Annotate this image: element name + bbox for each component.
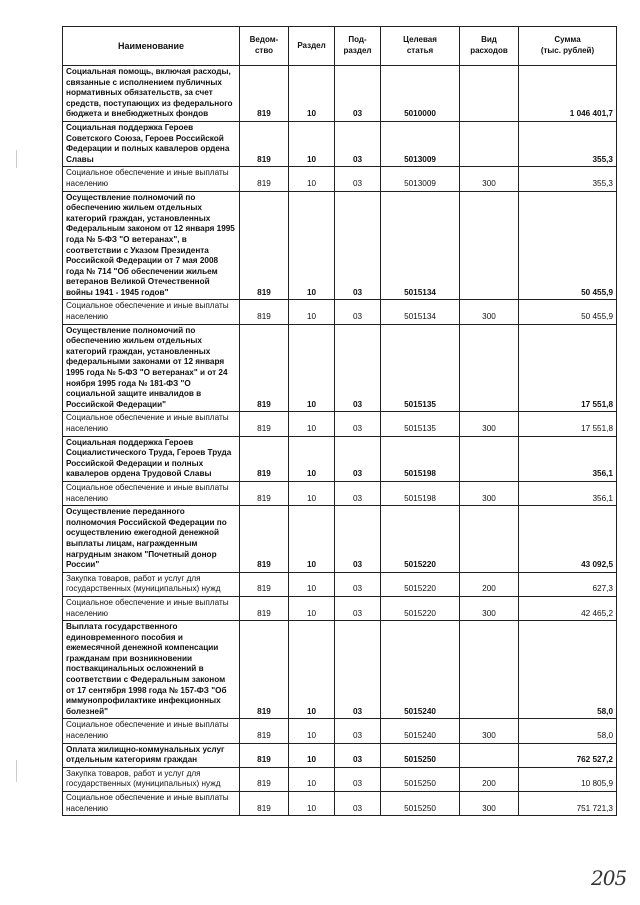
cell-name: Социальная помощь, включая расходы, связанные с исполнением публичных нормативных обязательств, за счет средств, поступающих из федерального бюджета и внебюджетных фондов bbox=[63, 66, 240, 122]
header-name: Наименование bbox=[63, 27, 240, 66]
cell-amount: 17 551,8 bbox=[519, 324, 617, 412]
cell-article: 5015240 bbox=[381, 621, 460, 719]
cell-subsection: 03 bbox=[335, 66, 381, 122]
cell-exp-type bbox=[460, 743, 519, 767]
cell-exp-type: 300 bbox=[460, 719, 519, 743]
cell-name: Социальное обеспечение и иные выплаты населению bbox=[63, 792, 240, 816]
header-article: Целевая статья bbox=[381, 27, 460, 66]
header-dept: Ведом- ство bbox=[240, 27, 289, 66]
cell-dept: 819 bbox=[240, 743, 289, 767]
table-row bbox=[63, 621, 617, 719]
cell-exp-type: 300 bbox=[460, 792, 519, 816]
header-exp-type: Вид расходов bbox=[460, 27, 519, 66]
cell-name: Социальная поддержка Героев Советского Союза, Героев Российской Федерации и полных кавалеров ордена Славы bbox=[63, 121, 240, 166]
cell-exp-type: 300 bbox=[460, 481, 519, 505]
cell-amount: 751 721,3 bbox=[519, 792, 617, 816]
cell-exp-type bbox=[460, 121, 519, 166]
cell-name: Социальное обеспечение и иные выплаты населению bbox=[63, 412, 240, 436]
cell-subsection: 03 bbox=[335, 191, 381, 300]
cell-amount: 355,3 bbox=[519, 167, 617, 191]
cell-dept: 819 bbox=[240, 572, 289, 596]
margin-mark-top bbox=[16, 150, 17, 168]
cell-subsection: 03 bbox=[335, 167, 381, 191]
cell-amount: 1 046 401,7 bbox=[519, 66, 617, 122]
cell-section: 10 bbox=[289, 324, 335, 412]
cell-exp-type bbox=[460, 66, 519, 122]
cell-amount: 355,3 bbox=[519, 121, 617, 166]
table-header-row bbox=[63, 27, 617, 66]
table-row bbox=[63, 719, 617, 743]
cell-dept: 819 bbox=[240, 719, 289, 743]
cell-name: Социальное обеспечение и иные выплаты населению bbox=[63, 719, 240, 743]
budget-table bbox=[62, 26, 617, 816]
cell-amount: 43 092,5 bbox=[519, 506, 617, 573]
cell-exp-type bbox=[460, 191, 519, 300]
cell-section: 10 bbox=[289, 767, 335, 791]
cell-name: Оплата жилищно-коммунальных услуг отдельным категориям граждан bbox=[63, 743, 240, 767]
cell-article: 5015198 bbox=[381, 436, 460, 481]
cell-section: 10 bbox=[289, 121, 335, 166]
cell-subsection: 03 bbox=[335, 743, 381, 767]
cell-subsection: 03 bbox=[335, 121, 381, 166]
cell-name: Социальное обеспечение и иные выплаты населению bbox=[63, 167, 240, 191]
cell-exp-type: 300 bbox=[460, 300, 519, 324]
cell-amount: 10 805,9 bbox=[519, 767, 617, 791]
cell-subsection: 03 bbox=[335, 481, 381, 505]
cell-section: 10 bbox=[289, 66, 335, 122]
cell-dept: 819 bbox=[240, 412, 289, 436]
cell-article: 5015250 bbox=[381, 767, 460, 791]
cell-amount: 762 527,2 bbox=[519, 743, 617, 767]
cell-article: 5013009 bbox=[381, 121, 460, 166]
cell-subsection: 03 bbox=[335, 792, 381, 816]
cell-subsection: 03 bbox=[335, 300, 381, 324]
table-row bbox=[63, 596, 617, 620]
table-row bbox=[63, 191, 617, 300]
cell-subsection: 03 bbox=[335, 324, 381, 412]
cell-amount: 58,0 bbox=[519, 719, 617, 743]
cell-exp-type: 200 bbox=[460, 767, 519, 791]
cell-subsection: 03 bbox=[335, 719, 381, 743]
cell-exp-type bbox=[460, 621, 519, 719]
cell-dept: 819 bbox=[240, 121, 289, 166]
cell-name: Социальное обеспечение и иные выплаты населению bbox=[63, 596, 240, 620]
table-row bbox=[63, 66, 617, 122]
cell-article: 5015134 bbox=[381, 300, 460, 324]
cell-section: 10 bbox=[289, 743, 335, 767]
cell-subsection: 03 bbox=[335, 412, 381, 436]
cell-subsection: 03 bbox=[335, 506, 381, 573]
cell-exp-type bbox=[460, 506, 519, 573]
cell-article: 5015220 bbox=[381, 506, 460, 573]
table-row bbox=[63, 506, 617, 573]
table-row bbox=[63, 572, 617, 596]
cell-amount: 356,1 bbox=[519, 481, 617, 505]
cell-amount: 356,1 bbox=[519, 436, 617, 481]
cell-dept: 819 bbox=[240, 300, 289, 324]
table-row bbox=[63, 412, 617, 436]
cell-name: Осуществление полномочий по обеспечению жильем отдельных категорий граждан, установленных Федеральным законом от 12 января 1995 года № 5-ФЗ "О ветеранах", в соответствии с Указом Президента Российской Федерации от 7 мая 2008 года № 714 "Об обеспечении жильем ветеранов Великой Отечественной войны 1941 - 1945 годов" bbox=[63, 191, 240, 300]
cell-article: 5015250 bbox=[381, 743, 460, 767]
cell-article: 5015220 bbox=[381, 596, 460, 620]
cell-amount: 58,0 bbox=[519, 621, 617, 719]
cell-dept: 819 bbox=[240, 324, 289, 412]
cell-section: 10 bbox=[289, 719, 335, 743]
cell-dept: 819 bbox=[240, 436, 289, 481]
header-section: Раздел bbox=[289, 27, 335, 66]
table-row bbox=[63, 300, 617, 324]
cell-name: Социальная поддержка Героев Социалистического Труда, Героев Труда Российской Федерации и полных кавалеров ордена Трудовой Славы bbox=[63, 436, 240, 481]
table-body bbox=[63, 66, 617, 816]
header-subsection: Под- раздел bbox=[335, 27, 381, 66]
cell-section: 10 bbox=[289, 506, 335, 573]
cell-dept: 819 bbox=[240, 191, 289, 300]
cell-dept: 819 bbox=[240, 481, 289, 505]
cell-section: 10 bbox=[289, 792, 335, 816]
cell-section: 10 bbox=[289, 191, 335, 300]
cell-amount: 627,3 bbox=[519, 572, 617, 596]
cell-exp-type: 300 bbox=[460, 167, 519, 191]
cell-subsection: 03 bbox=[335, 621, 381, 719]
table-row bbox=[63, 121, 617, 166]
cell-amount: 42 465,2 bbox=[519, 596, 617, 620]
table-row bbox=[63, 767, 617, 791]
margin-mark-bottom bbox=[16, 760, 17, 782]
cell-dept: 819 bbox=[240, 767, 289, 791]
cell-name: Закупка товаров, работ и услуг для государственных (муниципальных) нужд bbox=[63, 767, 240, 791]
cell-section: 10 bbox=[289, 300, 335, 324]
cell-subsection: 03 bbox=[335, 596, 381, 620]
cell-article: 5015134 bbox=[381, 191, 460, 300]
table-row bbox=[63, 324, 617, 412]
cell-exp-type: 300 bbox=[460, 412, 519, 436]
cell-dept: 819 bbox=[240, 167, 289, 191]
cell-name: Осуществление полномочий по обеспечению жильем отдельных категорий граждан, установленных федеральными законами от 12 января 1995 года № 5-ФЗ "О ветеранах" и от 24 ноября 1995 года № 181-ФЗ "О социальной защите инвалидов в Российской Федерации" bbox=[63, 324, 240, 412]
cell-section: 10 bbox=[289, 596, 335, 620]
cell-article: 5015135 bbox=[381, 412, 460, 436]
cell-dept: 819 bbox=[240, 596, 289, 620]
cell-subsection: 03 bbox=[335, 436, 381, 481]
cell-section: 10 bbox=[289, 572, 335, 596]
cell-subsection: 03 bbox=[335, 767, 381, 791]
cell-section: 10 bbox=[289, 167, 335, 191]
cell-dept: 819 bbox=[240, 66, 289, 122]
table-row bbox=[63, 167, 617, 191]
cell-dept: 819 bbox=[240, 506, 289, 573]
cell-section: 10 bbox=[289, 481, 335, 505]
header-amount: Сумма (тыс. рублей) bbox=[519, 27, 617, 66]
cell-name: Социальное обеспечение и иные выплаты населению bbox=[63, 481, 240, 505]
table-row bbox=[63, 792, 617, 816]
cell-article: 5010000 bbox=[381, 66, 460, 122]
cell-exp-type: 300 bbox=[460, 596, 519, 620]
cell-article: 5015135 bbox=[381, 324, 460, 412]
cell-article: 5015240 bbox=[381, 719, 460, 743]
cell-article: 5013009 bbox=[381, 167, 460, 191]
cell-dept: 819 bbox=[240, 792, 289, 816]
cell-amount: 17 551,8 bbox=[519, 412, 617, 436]
cell-exp-type: 200 bbox=[460, 572, 519, 596]
cell-article: 5015220 bbox=[381, 572, 460, 596]
cell-name: Осуществление переданного полномочия Российской Федерации по осуществлению ежегодной денежной выплаты лицам, награжденным нагрудным знаком "Почетный донор России" bbox=[63, 506, 240, 573]
page-number: 205 bbox=[591, 866, 627, 890]
table-row bbox=[63, 436, 617, 481]
cell-exp-type bbox=[460, 324, 519, 412]
cell-section: 10 bbox=[289, 436, 335, 481]
cell-dept: 819 bbox=[240, 621, 289, 719]
cell-name: Закупка товаров, работ и услуг для государственных (муниципальных) нужд bbox=[63, 572, 240, 596]
table-row bbox=[63, 743, 617, 767]
cell-section: 10 bbox=[289, 621, 335, 719]
table-row bbox=[63, 481, 617, 505]
cell-amount: 50 455,9 bbox=[519, 191, 617, 300]
cell-name: Социальное обеспечение и иные выплаты населению bbox=[63, 300, 240, 324]
cell-article: 5015198 bbox=[381, 481, 460, 505]
cell-subsection: 03 bbox=[335, 572, 381, 596]
cell-name: Выплата государственного единовременного пособия и ежемесячной денежной компенсации гражданам при возникновении поствакцинальных осложнений в соответствии с Федеральным законом от 17 сентября 1998 года № 157-ФЗ "Об иммунопрофилактике инфекционных болезней" bbox=[63, 621, 240, 719]
cell-amount: 50 455,9 bbox=[519, 300, 617, 324]
cell-section: 10 bbox=[289, 412, 335, 436]
cell-exp-type bbox=[460, 436, 519, 481]
cell-article: 5015250 bbox=[381, 792, 460, 816]
